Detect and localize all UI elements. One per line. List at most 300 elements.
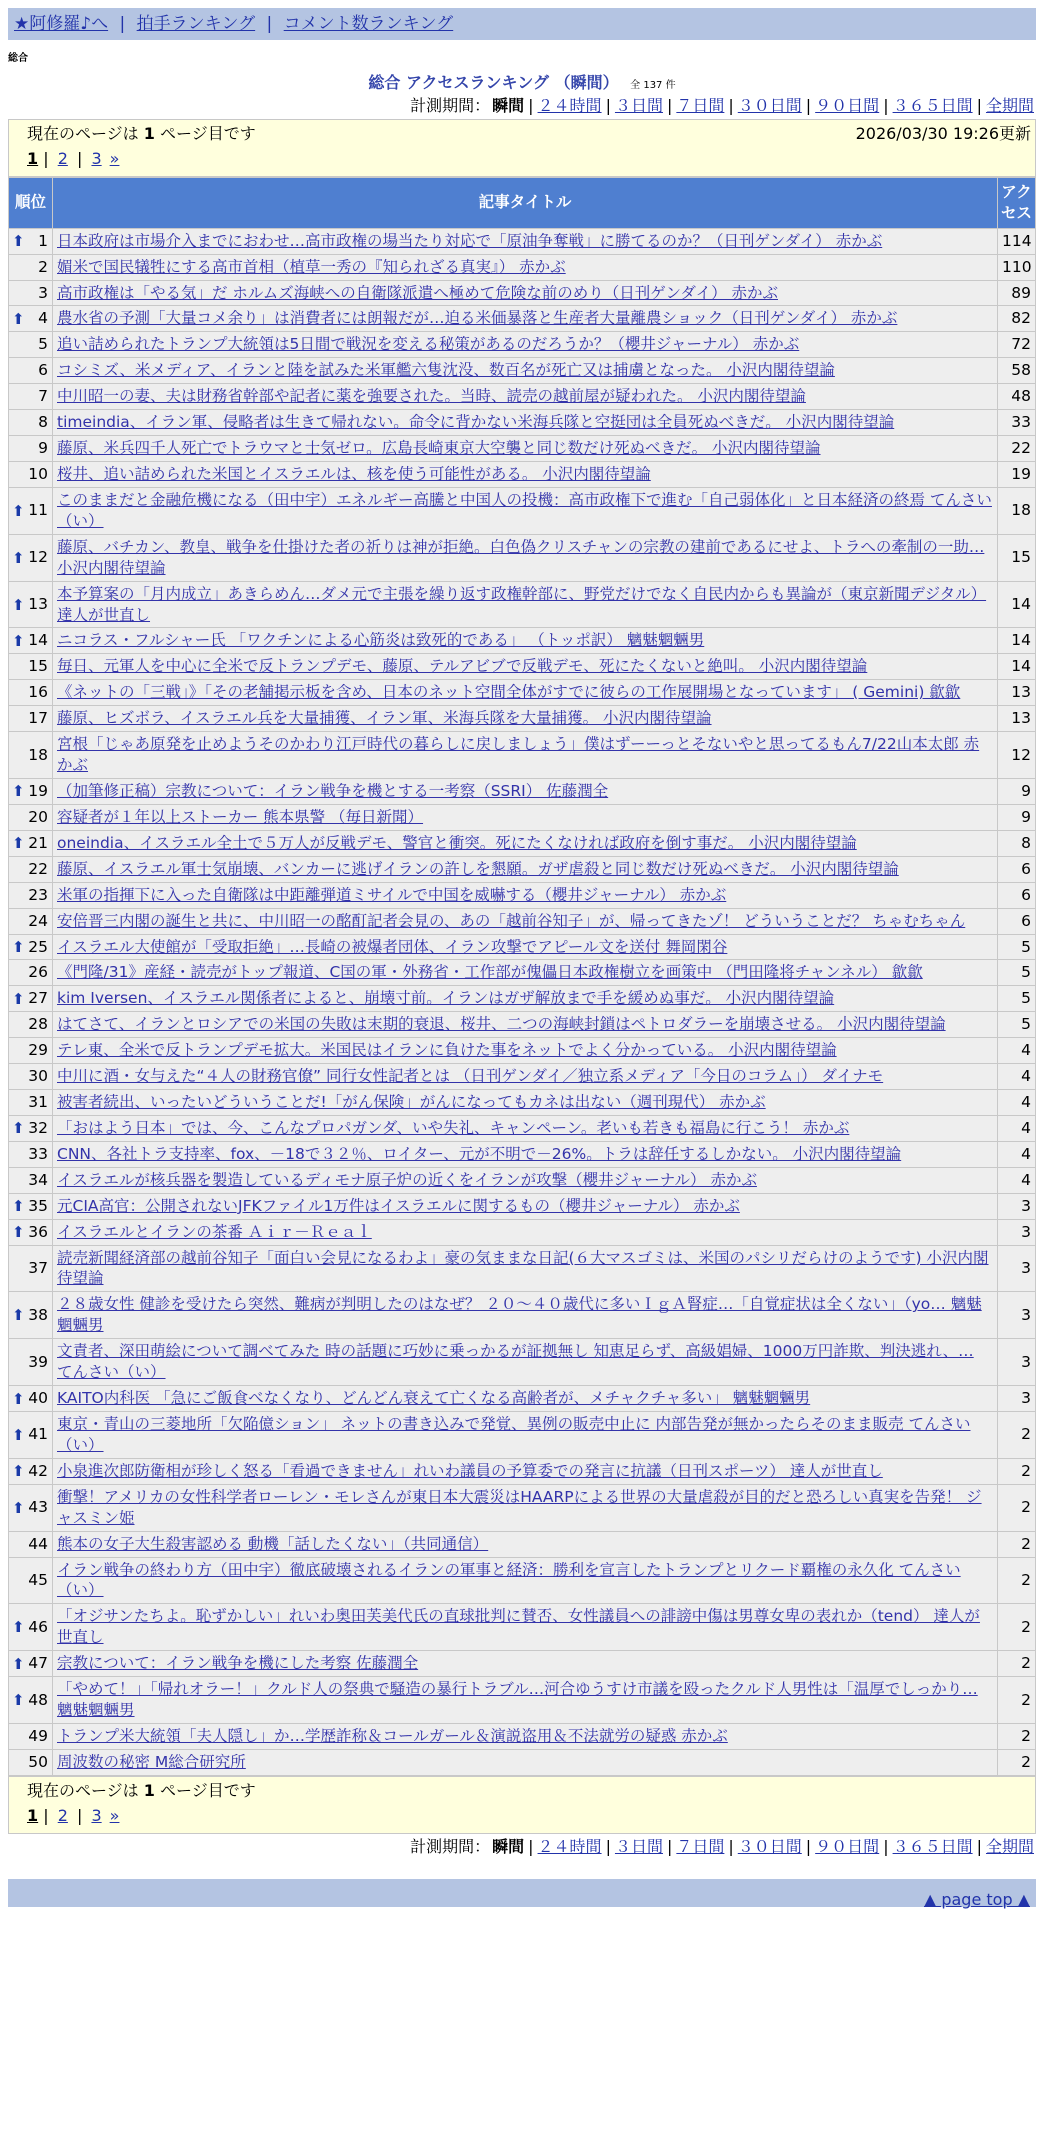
comment-ranking-link[interactable]: コメント数ランキング <box>283 14 454 34</box>
rank-number: 31 <box>28 1093 48 1112</box>
access-count: 2 <box>998 1458 1036 1484</box>
rank-number: 20 <box>28 807 48 826</box>
table-row <box>9 581 1036 628</box>
article-link[interactable]: 衝撃！アメリカの女性科学者ローレン・モレさんが東日本大震災はHAARPによる世界の大量虐殺が目的だと恐ろしい真実を告発！ ジャスミン姫 <box>57 1487 982 1527</box>
title-cell <box>53 960 998 986</box>
article-link[interactable]: 宮根「じゃあ原発を止めようそのかわり江戸時代の暮らしに戻しましょう」僕はずーーっとそないやと思ってるもん7/22山本太郎 赤かぶ <box>57 735 980 775</box>
article-link[interactable]: CNN、各社トラ支持率、fox、－18で３２％、ロイター、元が不明で－26%。トラは辞任するしかない。 小沢内閣待望論 <box>57 1144 902 1163</box>
title-cell <box>53 534 998 581</box>
access-count: 6 <box>998 882 1036 908</box>
pagination <box>27 148 123 170</box>
ranking-table-body <box>9 228 1036 1775</box>
period-link[interactable]: ３６５日間 <box>892 1836 973 1856</box>
article-link[interactable]: 被害者続出、いったいどういうことだ!「がん保険」がんになってもカネは出ない（週刊現代） 赤かぶ <box>57 1093 766 1112</box>
access-count: 2 <box>998 1412 1036 1459</box>
access-count: 110 <box>998 254 1036 280</box>
rank-cell <box>9 1141 53 1167</box>
up-arrow-icon: ⬆ <box>12 548 25 567</box>
rank-number: 49 <box>28 1727 48 1745</box>
rank-cell <box>9 1038 53 1064</box>
rank-number: 35 <box>28 1196 48 1215</box>
period-link[interactable]: ７日間 <box>676 1836 725 1856</box>
article-link[interactable]: 周波数の秘密 M総合研究所 <box>57 1752 246 1771</box>
access-count: 19 <box>998 461 1036 487</box>
table-row <box>9 1484 1036 1531</box>
article-link[interactable]: トランプ米大統領「夫人隠し」か…学歴詐称＆コールガール＆演説盗用＆不法就労の疑惑 赤かぶ <box>57 1727 728 1745</box>
table-row <box>9 487 1036 534</box>
access-count: 72 <box>998 332 1036 358</box>
access-count: 2 <box>998 1604 1036 1651</box>
access-count: 22 <box>998 436 1036 462</box>
table-row <box>9 1677 1036 1724</box>
article-link[interactable]: ニコラス・フルシャー氏 「ワクチンによる心筋炎は致死的である」 （トッポ訳） 魑魅魍魎男 <box>57 631 705 650</box>
access-count: 3 <box>998 1245 1036 1292</box>
current-page-text <box>27 1780 256 1802</box>
access-count: 4 <box>998 1038 1036 1064</box>
table-row <box>9 228 1036 254</box>
pagination-bottom <box>27 1805 123 1827</box>
top-nav-bar <box>8 8 1036 40</box>
title-cell <box>53 1219 998 1245</box>
rank-cell <box>9 1531 53 1557</box>
rank-number: 34 <box>28 1170 48 1189</box>
title-cell <box>53 804 998 830</box>
home-link[interactable]: ★阿修羅♪へ <box>14 14 109 34</box>
table-row <box>9 436 1036 462</box>
period-label: 計測期間： <box>410 96 491 116</box>
rank-cell <box>9 1557 53 1604</box>
article-link[interactable]: 中川に酒・女与えた“４人の財務官僚” 同行女性記者とは （日刊ゲンダイ／独立系メディア「今日のコラム」） ダイナモ <box>57 1067 884 1086</box>
table-row <box>9 1064 1036 1090</box>
article-link[interactable]: （加筆修正稿）宗教について：イラン戦争を機とする一考察（SSRI） 佐藤潤全 <box>57 781 609 800</box>
rank-cell <box>9 1090 53 1116</box>
period-link[interactable]: ３０日間 <box>737 96 802 116</box>
table-row <box>9 1557 1036 1604</box>
rank-cell <box>9 1193 53 1219</box>
table-row <box>9 908 1036 934</box>
article-link[interactable]: kim Iversen、イスラエル関係者によると、崩壊寸前。イランはガザ解放まで手を緩めぬ事だ。 小沢内閣待望論 <box>57 989 835 1008</box>
page-info-box <box>8 119 1036 177</box>
page-number: 1 <box>143 1780 155 1800</box>
rank-cell <box>9 934 53 960</box>
rank-cell <box>9 1604 53 1651</box>
page-wrapper <box>8 0 1036 1910</box>
rank-cell <box>9 1245 53 1292</box>
footer-bar <box>8 1879 1036 1910</box>
title-cell <box>53 280 998 306</box>
period-separator: | <box>605 96 611 116</box>
title-cell <box>53 986 998 1012</box>
rank-cell <box>9 280 53 306</box>
title-cell <box>53 934 998 960</box>
period-link[interactable]: ３６５日間 <box>892 96 973 116</box>
article-link[interactable]: 小泉進次郎防衛相が珍しく怒る「看過できません」れいわ議員の予算委での発言に抗議（日刊スポーツ） 達人が世直し <box>57 1461 883 1480</box>
rank-number: 16 <box>28 683 48 702</box>
pager-link[interactable]: 2 <box>57 148 68 168</box>
rank-number: 4 <box>38 309 48 328</box>
updated-timestamp: 2026/03/30 19:26更新 <box>855 123 1031 143</box>
rank-number: 10 <box>28 464 48 483</box>
table-row <box>9 654 1036 680</box>
period-link[interactable]: ３日間 <box>614 1836 663 1856</box>
table-row <box>9 254 1036 280</box>
table-row <box>9 960 1036 986</box>
article-link[interactable]: 元CIA高官：公開されないJFKファイル1万件はイスラエルに関するもの（櫻井ジャーナル） 赤かぶ <box>57 1196 740 1215</box>
table-row <box>9 358 1036 384</box>
article-link[interactable]: KAITO内科医 「急にご飯食べなくなり、どんどん衰えて亡くなる高齢者が、メチャクチャ多い」 魑魅魍魎男 <box>57 1389 811 1408</box>
access-count: 2 <box>998 1677 1036 1724</box>
table-row <box>9 410 1036 436</box>
title-cell <box>53 908 998 934</box>
access-count: 48 <box>998 384 1036 410</box>
rank-cell <box>9 960 53 986</box>
rank-cell <box>9 1651 53 1677</box>
pager-separator: | <box>71 1805 88 1825</box>
access-count: 6 <box>998 908 1036 934</box>
period-separator: | <box>883 96 889 116</box>
rank-number: 26 <box>28 963 48 982</box>
period-separator: | <box>976 96 982 116</box>
title-cell <box>53 228 998 254</box>
rank-number: 17 <box>28 709 48 728</box>
rank-cell <box>9 358 53 384</box>
article-link[interactable]: 安倍晋三内閣の誕生と共に、中川昭一の酩酊記者会見の、あの「越前谷知子」が、帰ってきたゾ！ どういうことだ？ ちゃむちゃん <box>57 911 966 930</box>
article-link[interactable]: 高市政権は「やる気」だ ホルムズ海峡への自衛隊派遣へ極めて危険な前のめり（日刊ゲンダイ） 赤かぶ <box>57 283 778 302</box>
rank-number: 5 <box>38 335 48 354</box>
article-link[interactable]: このままだと金融危機になる（田中宇）エネルギー高騰と中国人の投機：高市政権下で進む「自己弱体化」と日本経済の終焉 てんさい（い） <box>57 490 992 530</box>
article-link[interactable]: 「オジサンたちよ。恥ずかしい」れいわ奥田芙美代氏の直球批判に賛否、女性議員への誹謗中傷は男尊女卑の表れか（tend） 達人が世直し <box>57 1607 980 1647</box>
rank-number: 42 <box>28 1461 48 1480</box>
access-count: 5 <box>998 986 1036 1012</box>
period-link[interactable]: ９０日間 <box>815 1836 880 1856</box>
access-count: 6 <box>998 856 1036 882</box>
access-count: 18 <box>998 487 1036 534</box>
access-count: 15 <box>998 534 1036 581</box>
current-page-text <box>27 123 256 145</box>
access-count: 5 <box>998 934 1036 960</box>
rank-number: 43 <box>28 1498 48 1517</box>
article-link[interactable]: 中川昭一の妻、夫は財務省幹部や記者に薬を強要された。当時、読売の越前屋が疑われた。 小沢内閣待望論 <box>57 387 806 406</box>
article-link[interactable]: 毎日、元軍人を中心に全米で反トランプデモ、藤原、テルアビブで反戦デモ、死にたくないと絶叫。 小沢内閣待望論 <box>57 657 868 676</box>
rank-number: 37 <box>28 1259 48 1278</box>
up-arrow-icon: ⬆ <box>12 1223 25 1242</box>
title-cell <box>53 1484 998 1531</box>
article-link[interactable]: コシミズ、米メディア、イランと陸を試みた米軍艦六隻沈没、数百名が死亡又は捕虜となった。 小沢内閣待望論 <box>57 361 835 380</box>
article-link[interactable]: 藤原、イスラエル軍士気崩壊、バンカーに逃げイランの許しを懇願。ガザ虐殺と同じ数だけ死ぬべきだ。 小沢内閣待望論 <box>57 859 899 878</box>
article-link[interactable]: 桜井、追い詰められた米国とイスラエルは、核を使う可能性がある。 小沢内閣待望論 <box>57 464 651 483</box>
table-row <box>9 1141 1036 1167</box>
period-link[interactable]: ２４時間 <box>537 1836 602 1856</box>
table-row <box>9 1292 1036 1339</box>
access-count: 4 <box>998 1141 1036 1167</box>
table-row <box>9 732 1036 779</box>
period-current: 瞬間 <box>492 1836 525 1856</box>
title-cell <box>53 1193 998 1219</box>
period-link[interactable]: ７日間 <box>676 96 725 116</box>
pager-separator: | <box>38 148 54 168</box>
title-cell <box>53 1064 998 1090</box>
title-cell <box>53 1386 998 1412</box>
up-arrow-icon: ⬆ <box>12 595 25 614</box>
article-link[interactable]: 藤原、米兵四千人死亡でトラウマと士気ゼロ。広島長崎東京大空襲と同じ数だけ死ぬべきだ。 小沢内閣待望論 <box>57 439 821 458</box>
access-count: 14 <box>998 654 1036 680</box>
title-cell <box>53 1651 998 1677</box>
rank-number: 28 <box>28 1015 48 1034</box>
title-cell <box>53 1292 998 1339</box>
article-link[interactable]: はてさて、イランとロシアでの米国の失敗は末期的衰退、桜井、二つの海峡封鎖はペトロダラーを崩壊させる。 小沢内閣待望論 <box>57 1015 946 1034</box>
article-link[interactable]: 宗教について：イラン戦争を機にした考察 佐藤潤全 <box>57 1654 419 1673</box>
rank-number: 13 <box>28 595 48 614</box>
title-cell <box>53 1012 998 1038</box>
rank-number: 3 <box>38 283 48 302</box>
rank-number: 19 <box>28 781 48 800</box>
table-row <box>9 1724 1036 1750</box>
access-count: 4 <box>998 1090 1036 1116</box>
page-text-suffix: ページ目です <box>160 123 256 143</box>
pager-current: 1 <box>27 1805 39 1825</box>
article-link[interactable]: イスラエル大使館が「受取拒絶」…長崎の被爆者団体、イラン攻撃でアピール文を送付 舞岡閑谷 <box>57 937 728 956</box>
title-cell <box>53 581 998 628</box>
rank-cell <box>9 706 53 732</box>
period-separator: | <box>528 1836 534 1856</box>
period-selector-bottom <box>8 1836 1036 1858</box>
title-cell <box>53 654 998 680</box>
page-top-link[interactable]: ▲ page top ▲ <box>923 1890 1030 1910</box>
table-row <box>9 534 1036 581</box>
rank-cell <box>9 1677 53 1724</box>
rank-cell <box>9 436 53 462</box>
rank-number: 47 <box>28 1654 48 1673</box>
article-link[interactable]: テレ東、全米で反トランプデモ拡大。米国民はイランに負けた事をネットでよく分かっている。 小沢内閣待望論 <box>57 1041 837 1060</box>
rank-cell <box>9 830 53 856</box>
rank-cell <box>9 332 53 358</box>
period-separator: | <box>805 1836 812 1856</box>
period-separator: | <box>805 96 812 116</box>
rank-cell <box>9 581 53 628</box>
period-link[interactable]: 全期間 <box>985 96 1034 116</box>
title-cell <box>53 358 998 384</box>
page-title: 総合 アクセスランキング （瞬間） <box>368 72 619 92</box>
title-cell <box>53 1167 998 1193</box>
period-link[interactable]: ９０日間 <box>815 96 880 116</box>
table-row <box>9 986 1036 1012</box>
rank-cell <box>9 384 53 410</box>
article-link[interactable]: ２８歳女性 健診を受けたら突然、難病が判明したのはなぜ？ ２０～４０歳代に多いＩｇＡ腎症…「自覚症状は全くない」（yo… 魑魅魍魎男 <box>57 1295 982 1335</box>
rank-cell <box>9 306 53 332</box>
pager-next[interactable]: » <box>109 148 120 168</box>
title-cell <box>53 384 998 410</box>
title-cell <box>53 1115 998 1141</box>
period-separator: | <box>728 1836 734 1856</box>
rank-cell <box>9 1339 53 1386</box>
article-link[interactable]: timeindia、イラン軍、侵略者は生きて帰れない。命令に背かない米海兵隊と空挺団は全員死ぬべきだ。 小沢内閣待望論 <box>57 413 895 432</box>
title-column-header: 記事タイトル <box>53 177 998 228</box>
article-link[interactable]: 《ネットの「三戦」》「その老舗掲示板を含め、日本のネット空間全体がすでに彼らの工作展開場となっています」 ( Gemini) 歙歙 <box>57 683 961 702</box>
period-link[interactable]: 全期間 <box>985 1836 1034 1856</box>
period-separator: | <box>883 1836 889 1856</box>
article-link[interactable]: 熊本の女子大生殺害認める 動機「話したくない」（共同通信） <box>57 1534 489 1553</box>
access-count: 13 <box>998 706 1036 732</box>
rank-number: 22 <box>28 859 48 878</box>
article-link[interactable]: 藤原、ヒズボラ、イスラエル兵を大量捕獲、イラン軍、米海兵隊を大量捕獲。 小沢内閣待望論 <box>57 709 712 728</box>
access-count: 2 <box>998 1724 1036 1750</box>
table-row <box>9 306 1036 332</box>
up-arrow-icon: ⬆ <box>12 1119 25 1138</box>
table-row <box>9 1749 1036 1775</box>
article-link[interactable]: 藤原、バチカン、教皇、戦争を仕掛けた者の祈りは神が拒絶。白色偽クリスチャンの宗教の建前であるにせよ、トラへの牽制の一助… 小沢内閣待望論 <box>57 537 985 577</box>
title-cell <box>53 436 998 462</box>
article-link[interactable]: イラン戦争の終わり方（田中宇）徹底破壊されるイランの軍事と経済：勝利を宣言したトランプとリクード覇権の永久化 てんさい（い） <box>57 1560 961 1600</box>
access-count: 4 <box>998 1064 1036 1090</box>
article-link[interactable]: 東京・青山の三菱地所「欠陥億ション」 ネットの書き込みで発覚、異例の販売中止に 内部告発が無かったらそのまま販売 てんさい（い） <box>57 1415 971 1454</box>
rank-cell <box>9 487 53 534</box>
rank-cell <box>9 1115 53 1141</box>
title-cell <box>53 628 998 654</box>
title-cell <box>53 830 998 856</box>
pager-link[interactable]: 3 <box>91 148 102 168</box>
rank-number: 23 <box>28 885 48 904</box>
access-count: 2 <box>998 1651 1036 1677</box>
access-count: 12 <box>998 732 1036 779</box>
article-link[interactable]: 容疑者が１年以上ストーカー 熊本県警 （毎日新聞） <box>57 807 424 826</box>
article-link[interactable]: 米軍の指揮下に入った自衛隊は中距離弾道ミサイルで中国を威嚇する（櫻井ジャーナル） 赤かぶ <box>57 885 727 904</box>
access-count: 5 <box>998 960 1036 986</box>
access-count: 2 <box>998 1484 1036 1531</box>
rank-cell <box>9 1386 53 1412</box>
table-row <box>9 1219 1036 1245</box>
rank-number: 41 <box>28 1425 48 1444</box>
up-arrow-icon: ⬆ <box>12 1618 25 1637</box>
page-text-suffix: ページ目です <box>160 1780 256 1800</box>
table-row <box>9 1339 1036 1386</box>
rank-number: 7 <box>38 387 48 406</box>
article-link[interactable]: 農水省の予測「大量コメ余り」は消費者には朗報だが…迫る米価暴落と生産者大量離農ショック（日刊ゲンダイ） 赤かぶ <box>57 309 898 328</box>
article-link[interactable]: 文責者、深田萌絵について調べてみた 時の話題に巧妙に乗っかるが証拠無し 知恵足らず、高級娼婦、1000万円詐欺、判決逃れ、… てんさい（い） <box>57 1342 974 1382</box>
rank-cell <box>9 1064 53 1090</box>
up-arrow-icon: ⬆ <box>12 1306 25 1325</box>
period-selector <box>8 95 1036 117</box>
table-row <box>9 1604 1036 1651</box>
ranking-heading <box>8 72 1036 94</box>
table-row <box>9 934 1036 960</box>
access-count: 3 <box>998 1219 1036 1245</box>
table-row <box>9 1193 1036 1219</box>
rank-number: 29 <box>28 1041 48 1060</box>
rank-number: 33 <box>28 1144 48 1163</box>
access-count: 58 <box>998 358 1036 384</box>
table-row <box>9 332 1036 358</box>
access-count: 4 <box>998 1167 1036 1193</box>
rank-cell <box>9 732 53 779</box>
table-row <box>9 830 1036 856</box>
table-row <box>9 778 1036 804</box>
rank-cell <box>9 228 53 254</box>
article-link[interactable]: 本予算案の「月内成立」あきらめん…ダメ元で主張を繰り返す政権幹部に、野党だけでなく自民内からも異論が（東京新聞デジタル） 達人が世直し <box>57 584 987 624</box>
rank-number: 25 <box>28 937 48 956</box>
up-arrow-icon: ⬆ <box>12 501 25 520</box>
table-row <box>9 1531 1036 1557</box>
title-cell <box>53 487 998 534</box>
title-cell <box>53 1557 998 1604</box>
rank-number: 38 <box>28 1305 48 1324</box>
up-arrow-icon: ⬆ <box>12 1197 25 1216</box>
rank-cell <box>9 410 53 436</box>
pager-link[interactable]: 3 <box>91 1805 102 1825</box>
up-arrow-icon: ⬆ <box>12 631 25 650</box>
nav-separator: | <box>119 14 126 34</box>
rank-number: 12 <box>28 548 48 567</box>
period-link[interactable]: ２４時間 <box>537 96 602 116</box>
access-count: 3 <box>998 1386 1036 1412</box>
page-number: 1 <box>143 123 155 143</box>
article-link[interactable]: 「やめて！」「帰れオラー！」クルド人の祭典で騒造の暴行トラブル…河合ゆうすけ市議を殴ったクルド人男性は「温厚でしっかり… 魑魅魍魎男 <box>57 1680 978 1720</box>
access-count: 33 <box>998 410 1036 436</box>
period-link[interactable]: ３日間 <box>614 96 663 116</box>
title-cell <box>53 778 998 804</box>
article-link[interactable]: 「おはよう日本」では、今、こんなプロパガンダ、いや失礼、キャンペーン。老いも若きも福島に行こう！ 赤かぶ <box>57 1118 850 1137</box>
rank-cell <box>9 654 53 680</box>
article-link[interactable]: 日本政府は市場介入までにおわせ…高市政権の場当たり対応で「原油争奪戦」に勝てるのか？（日刊ゲンダイ） 赤かぶ <box>57 231 883 250</box>
rank-number: 45 <box>28 1571 48 1589</box>
table-row <box>9 1245 1036 1292</box>
rank-cell <box>9 1012 53 1038</box>
title-cell <box>53 882 998 908</box>
rank-number: 21 <box>28 833 48 852</box>
rank-number: 8 <box>38 413 48 432</box>
access-count: 13 <box>998 680 1036 706</box>
title-cell <box>53 1412 998 1459</box>
pager-next[interactable]: » <box>109 1805 120 1825</box>
table-row <box>9 384 1036 410</box>
pager-link[interactable]: 2 <box>57 1805 68 1825</box>
access-count: 5 <box>998 1012 1036 1038</box>
up-arrow-icon: ⬆ <box>12 937 25 956</box>
rank-number: 6 <box>38 361 48 380</box>
table-row <box>9 280 1036 306</box>
article-link[interactable]: イスラエルが核兵器を製造しているディモナ原子炉の近くをイランが攻撃（櫻井ジャーナル） 赤かぶ <box>57 1170 757 1189</box>
up-arrow-icon: ⬆ <box>12 989 25 1008</box>
table-row <box>9 1458 1036 1484</box>
access-column-header: アクセス <box>998 177 1036 228</box>
rank-number: 36 <box>28 1222 48 1241</box>
title-cell <box>53 1677 998 1724</box>
period-link[interactable]: ３０日間 <box>737 1836 802 1856</box>
total-count: 全 137 件 <box>630 79 676 91</box>
article-link[interactable]: 媚米で国民犠牲にする高市首相（植草一秀の『知られざる真実』） 赤かぶ <box>57 257 566 276</box>
rank-column-header: 順位 <box>9 177 53 228</box>
article-link[interactable]: イスラエルとイランの茶番 Ａｉｒ－Ｒｅａｌ <box>57 1222 372 1241</box>
article-link[interactable]: 追い詰められたトランプ大統領は5日間で戦況を変える秘策があるのだろうか？（櫻井ジャーナル） 赤かぶ <box>57 335 800 354</box>
rank-cell <box>9 254 53 280</box>
access-count: 2 <box>998 1557 1036 1604</box>
article-link[interactable]: 《門隆/31》産経・読売がトップ報道、C国の軍・外務省・工作部が傀儡日本政権樹立を画策中 （門田隆将チャンネル） 歙歙 <box>57 963 923 982</box>
article-link[interactable]: 読売新聞経済部の越前谷知子「面白い会見になるわよ」豪の気ままな日記(６大マスゴミは、米国のパシリだらけのようです) 小沢内閣待望論 <box>57 1248 989 1288</box>
access-count: 8 <box>998 830 1036 856</box>
up-arrow-icon: ⬆ <box>12 1498 25 1517</box>
page-text-prefix: 現在のページは <box>27 123 139 143</box>
access-count: 14 <box>998 581 1036 628</box>
period-separator: | <box>728 96 734 116</box>
access-count: 82 <box>998 306 1036 332</box>
clap-ranking-link[interactable]: 拍手ランキング <box>136 14 256 34</box>
table-row <box>9 804 1036 830</box>
rank-cell <box>9 1219 53 1245</box>
article-link[interactable]: oneindia、イスラエル全土で５万人が反戦デモ、警官と衝突。死にたくなければ政府を倒す事だ。 小沢内閣待望論 <box>57 833 857 852</box>
rank-cell <box>9 778 53 804</box>
table-row <box>9 1115 1036 1141</box>
rank-number: 44 <box>28 1534 48 1553</box>
title-cell <box>53 1749 998 1775</box>
